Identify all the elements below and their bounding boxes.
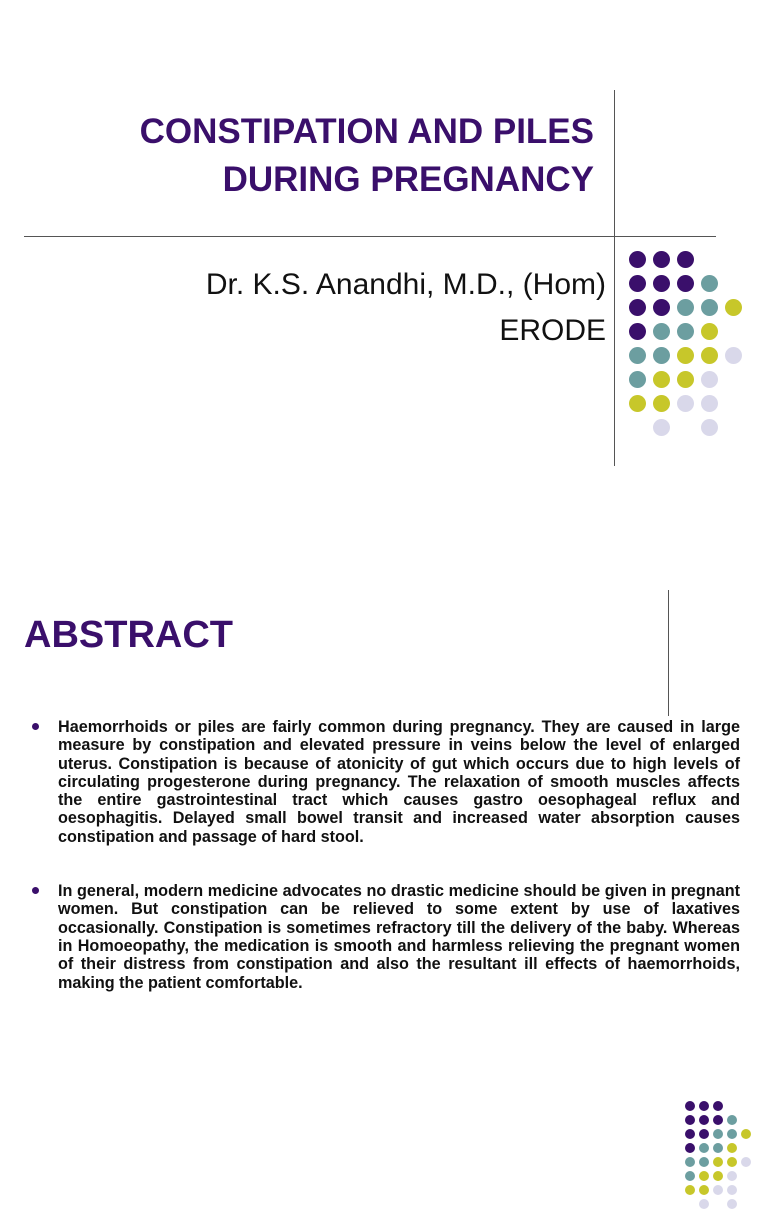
- slide-title: [30, 108, 594, 204]
- bullet-item: [30, 718, 740, 846]
- dot-icon: [727, 1143, 737, 1153]
- dot-icon: [701, 323, 718, 340]
- dot-icon: [685, 1115, 695, 1125]
- dot-icon: [727, 1129, 737, 1139]
- dot-icon: [677, 251, 694, 268]
- dot-icon: [701, 419, 718, 436]
- dot-icon: [653, 371, 670, 388]
- dot-icon: [699, 1171, 709, 1181]
- dot-icon: [727, 1185, 737, 1195]
- dot-icon: [713, 1115, 723, 1125]
- author-name: Dr. K.S. Anandhi, M.D., (Hom): [205, 268, 606, 301]
- section-heading: ABSTRACT: [24, 614, 233, 656]
- dot-icon: [677, 395, 694, 412]
- dot-icon: [701, 347, 718, 364]
- dot-icon: [725, 299, 742, 316]
- dot-icon: [713, 1129, 723, 1139]
- bullet-icon: [32, 723, 39, 730]
- author-location: ERODE: [499, 314, 606, 347]
- dot-icon: [741, 1129, 751, 1139]
- horizontal-divider: [24, 236, 716, 237]
- dot-icon: [699, 1199, 709, 1209]
- dot-icon: [699, 1185, 709, 1195]
- title-line-1: CONSTIPATION AND PILES: [139, 112, 594, 151]
- dot-icon: [727, 1115, 737, 1125]
- dot-icon: [685, 1185, 695, 1195]
- dot-icon: [727, 1157, 737, 1167]
- dot-icon: [725, 347, 742, 364]
- title-line-2: DURING PREGNANCY: [222, 160, 594, 199]
- dot-icon: [653, 251, 670, 268]
- dot-icon: [699, 1101, 709, 1111]
- bullet-icon: [32, 887, 39, 894]
- dot-icon: [677, 323, 694, 340]
- dot-icon: [653, 299, 670, 316]
- dot-icon: [629, 323, 646, 340]
- dot-icon: [629, 395, 646, 412]
- dot-icon: [727, 1171, 737, 1181]
- title-slide: [0, 0, 768, 512]
- dot-icon: [699, 1143, 709, 1153]
- dot-icon: [685, 1101, 695, 1111]
- dot-icon: [701, 371, 718, 388]
- dot-icon: [653, 275, 670, 292]
- dot-icon: [629, 299, 646, 316]
- dot-icon: [685, 1129, 695, 1139]
- dot-icon: [629, 251, 646, 268]
- abstract-slide: [0, 512, 768, 1024]
- dot-icon: [685, 1171, 695, 1181]
- dot-icon: [685, 1157, 695, 1167]
- dot-icon: [727, 1199, 737, 1209]
- dot-icon: [629, 371, 646, 388]
- bullet-item: [30, 882, 740, 992]
- dot-icon: [677, 299, 694, 316]
- dot-icon: [713, 1101, 723, 1111]
- dot-icon: [629, 275, 646, 292]
- dot-icon: [713, 1171, 723, 1181]
- slide-subtitle: [100, 262, 606, 354]
- dot-icon: [653, 395, 670, 412]
- dot-icon: [677, 347, 694, 364]
- dot-icon: [677, 371, 694, 388]
- dot-icon: [653, 347, 670, 364]
- dot-icon: [741, 1157, 751, 1167]
- dot-icon: [713, 1185, 723, 1195]
- dot-icon: [677, 275, 694, 292]
- bullet-text: Haemorrhoids or piles are fairly common during pregnancy. They are caused in large measure by constipation and elevated pressure in veins below the level of enlarged uterus. Constipation is because of atonicity of gut which occurs due to high levels of circulating progesterone during pregnancy. The relaxation of smooth muscles affects the entire gastrointestinal tract which causes gastro oesophageal reflux and oesophagitis. Delayed small bowel transit and increased water absorption causes constipation and passage of hard stool.: [58, 718, 740, 846]
- dot-icon: [653, 323, 670, 340]
- bullet-list: [30, 718, 740, 1028]
- dot-icon: [699, 1115, 709, 1125]
- dot-icon: [653, 419, 670, 436]
- dot-icon: [701, 395, 718, 412]
- dot-icon: [629, 347, 646, 364]
- dot-icon: [701, 299, 718, 316]
- dot-icon: [685, 1143, 695, 1153]
- bullet-text: In general, modern medicine advocates no drastic medicine should be given in pregnant women. But constipation can be relieved to some extent by use of laxatives occasionally. Constipation is sometimes refractory till the delivery of the baby. Whereas in Homoeopathy, the medication is smooth and harmless relieving the pregnant women of their distress from constipation and also the resultant ill effects of haemorrhoids, making the patient comfortable.: [58, 882, 740, 992]
- dot-icon: [699, 1157, 709, 1167]
- dot-icon: [701, 275, 718, 292]
- dot-icon: [713, 1143, 723, 1153]
- dot-icon: [699, 1129, 709, 1139]
- vertical-divider: [614, 90, 615, 466]
- vertical-divider: [668, 590, 669, 716]
- dot-icon: [713, 1157, 723, 1167]
